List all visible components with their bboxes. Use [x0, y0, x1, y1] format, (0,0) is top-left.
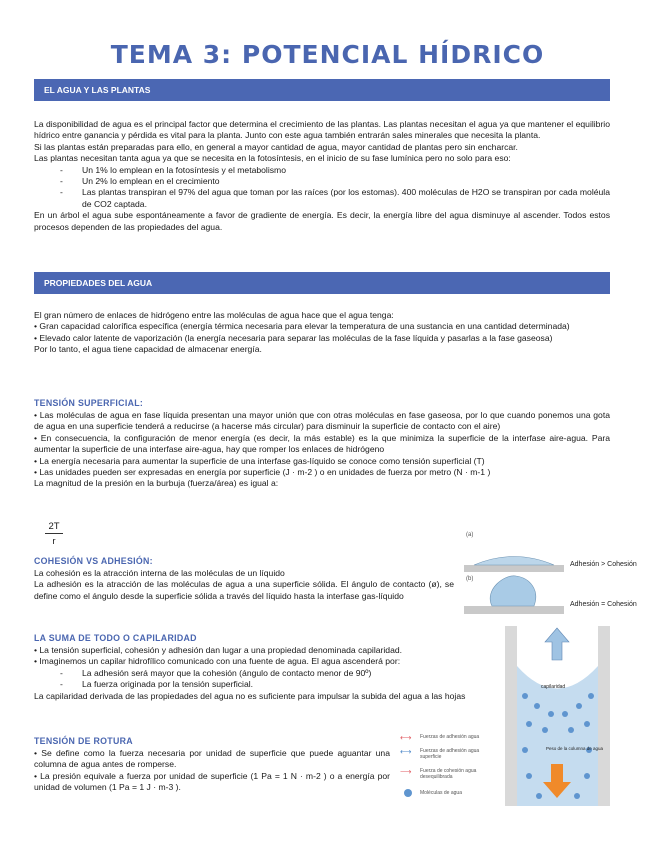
paragraph: Las plantas necesitan tanta agua ya que se necesita en la fotosíntesis, en el inicio de su fase lumínica pero no solo para eso:: [34, 153, 511, 164]
caption-adhesion-greater: Adhesión > Cohesión: [570, 561, 637, 568]
water-molecule: [536, 793, 542, 799]
caption-adhesion-equal: Adhesión = Cohesión: [570, 601, 637, 608]
capillary-wall-left: [505, 626, 517, 806]
water-molecule: [562, 711, 568, 717]
paragraph: La magnitud de la presión en la burbuja (fuerza/área) es igual a:: [34, 478, 279, 489]
paragraph: • Gran capacidad calorífica específica (energía térmica necesaria para elevar la temperatura de una sustancia en una cantidad determinada): [34, 321, 570, 332]
paragraph: En un árbol el agua sube espontáneamente a favor de gradiente de energía. Es decir, la energía libre del agua disminuye al ascender. Todos estos procesos dependen de las propiedades del agua.: [34, 210, 610, 232]
figure-label-peso: Peso de la columna de agua: [546, 746, 604, 751]
formula-numerator: 2T: [45, 521, 63, 534]
double-arrow-icon: ⟷: [400, 747, 412, 756]
water-molecule: [588, 693, 594, 699]
water-molecule: [584, 721, 590, 727]
section-header-propiedades: PROPIEDADES DEL AGUA: [34, 272, 610, 294]
paragraph: • Se define como la fuerza necesaria por unidad de superficie que puede aguantar una columna de agua antes de romperse.: [34, 748, 390, 770]
subheading-capilaridad: LA SUMA DE TODO O CAPILARIDAD: [34, 633, 197, 643]
legend-item: ⟷ Fuerzas de adhesión agua superficie: [400, 747, 480, 760]
legend-item: ⟶ Fuerza de cohesión agua desequilibrada: [400, 767, 477, 780]
paragraph: Si las plantas están preparadas para ello, en general a mayor cantidad de agua, mayor cantidad de plantas pero sin encharcar.: [34, 141, 518, 152]
paragraph: • Las unidades pueden ser expresadas en energía por superficie (J · m-2 ) o en unidades de fuerza por metro (N · m-1 ): [34, 467, 491, 478]
water-molecule: [534, 703, 540, 709]
tension-body: [34, 410, 610, 490]
paragraph: La disponibilidad de agua es el principal factor que determina el crecimiento de las plantas. Las plantas necesitan el agua ya que mantener el equilibrio hídrico entre ganancia y pérdida es vital para la planta. Junto con este agua también entrarán sales minerales que necesita la planta.: [34, 119, 610, 141]
list-item: - La fuerza originada por la tensión superficial.: [60, 679, 254, 690]
water-molecule: [584, 773, 590, 779]
list-item: - Un 1% lo emplean en la fotosíntesis y el metabolismo: [60, 164, 286, 175]
subheading-tension-superficial: TENSIÓN SUPERFICIAL:: [34, 398, 144, 408]
solid-surface-a: [464, 565, 564, 572]
paragraph: El gran número de enlaces de hidrógeno entre las moléculas de agua hace que el agua tenga:: [34, 310, 394, 320]
paragraph: • La presión equivale a fuerza por unidad de superficie (1 Pa = 1 N · m-2 ) o a energía por unidad de volumen (1 Pa = 1 J · m-3 ).: [34, 770, 390, 793]
up-arrow-icon: [545, 628, 569, 660]
paragraph: • Las moléculas de agua en fase líquida presentan una mayor unión que con otras moléculas en fase gaseosa, por lo que cuando ponemos una gota de agua en una superficie tenderá a reducirse (a hacerse más circular) para disminuir la superficie de contacto con el aire): [34, 410, 610, 432]
rotura-body: [34, 748, 390, 794]
molecule-icon: [404, 789, 412, 797]
paragraph: La cohesión es la atracción interna de las moléculas de un líquido: [34, 568, 285, 578]
cohesion-body: [34, 568, 454, 602]
legend-item: Moléculas de agua: [400, 788, 500, 802]
water-molecule: [522, 747, 528, 753]
subheading-tension-rotura: TENSIÓN DE ROTURA: [34, 736, 133, 746]
list-item: - Un 2% lo emplean en el crecimiento: [60, 176, 220, 187]
droplet-a: [474, 557, 554, 566]
paragraph: La adhesión es la atracción de las moléculas de agua a una superficie sólida. El ángulo de contacto (ø), se define como el ángulo desde la superficie sólida a través del líquido hasta la interfase gas-líquido: [34, 579, 454, 601]
legend-item: ⟷ Fuerzas de adhesión agua: [400, 733, 480, 742]
figure-label-b: (b): [466, 576, 474, 582]
water-molecule: [574, 793, 580, 799]
formula: [45, 521, 63, 547]
paragraph: • La energía necesaria para aumentar la superficie de una interfase gas-líquido se conoce como tensión superficial (T): [34, 455, 485, 466]
paragraph: • En consecuencia, la configuración de menor energía (es decir, la más estable) es la que minimiza la superficie de la interfase aire-agua. Para aumentar la superficie de una interfase aire-agua, hay que romper los enlaces de hidrógeno: [34, 432, 610, 455]
water-molecule: [576, 703, 582, 709]
figure-label-capilaridad: capilaridad: [541, 684, 566, 690]
contact-angle-figure: [464, 528, 564, 618]
formula-denominator: r: [52, 536, 56, 547]
paragraph: • Elevado calor latente de vaporización (la energía necesaria para separar las moléculas de la fase líquida y pasarlas a la fase gaseosa): [34, 332, 553, 343]
droplet-b: [490, 576, 536, 606]
paragraph: Por lo tanto, el agua tiene capacidad de almacenar energía.: [34, 344, 262, 355]
arrow-icon: ⟶: [400, 767, 412, 776]
paragraph: • Imaginemos un capilar hidrofílico comunicado con una fuente de agua. El agua ascenderá por:: [34, 656, 401, 667]
water-molecule: [522, 693, 528, 699]
section-header-agua-plantas: EL AGUA Y LAS PLANTAS: [34, 79, 610, 101]
list-item: - Las plantas transpiran el 97% del agua que toman por las raíces (por los estomas). 400 moléculas de H2O se transpiran por cada moléula de CO2 captada.: [60, 187, 610, 209]
page-title: TEMA 3: POTENCIAL HÍDRICO: [110, 40, 545, 69]
capillary-wall-right: [598, 626, 610, 806]
section-propiedades-body: [34, 310, 610, 356]
capillary-legend: [400, 732, 500, 802]
capilaridad-body: [34, 645, 496, 702]
double-arrow-icon: ⟷: [400, 733, 412, 742]
list-item: - La adhesión será mayor que la cohesión (ángulo de contacto menor de 90º): [60, 667, 372, 678]
water-molecule: [542, 727, 548, 733]
water-molecule: [568, 727, 574, 733]
paragraph: • La tensión superficial, cohesión y adhesión dan lugar a una propiedad denominada capilaridad.: [34, 645, 403, 655]
capillary-figure: [505, 626, 610, 806]
water-molecule: [526, 721, 532, 727]
water-molecule: [526, 773, 532, 779]
solid-surface-b: [464, 606, 564, 614]
figure-label-a: (a): [466, 532, 474, 538]
paragraph: La capilaridad derivada de las propiedades del agua no es suficiente para impulsar la subida del agua a las hojas: [34, 690, 466, 701]
subheading-cohesion-adhesion: COHESIÓN VS ADHESIÓN:: [34, 556, 153, 566]
water-molecule: [548, 711, 554, 717]
section-agua-plantas-body: [34, 119, 610, 233]
